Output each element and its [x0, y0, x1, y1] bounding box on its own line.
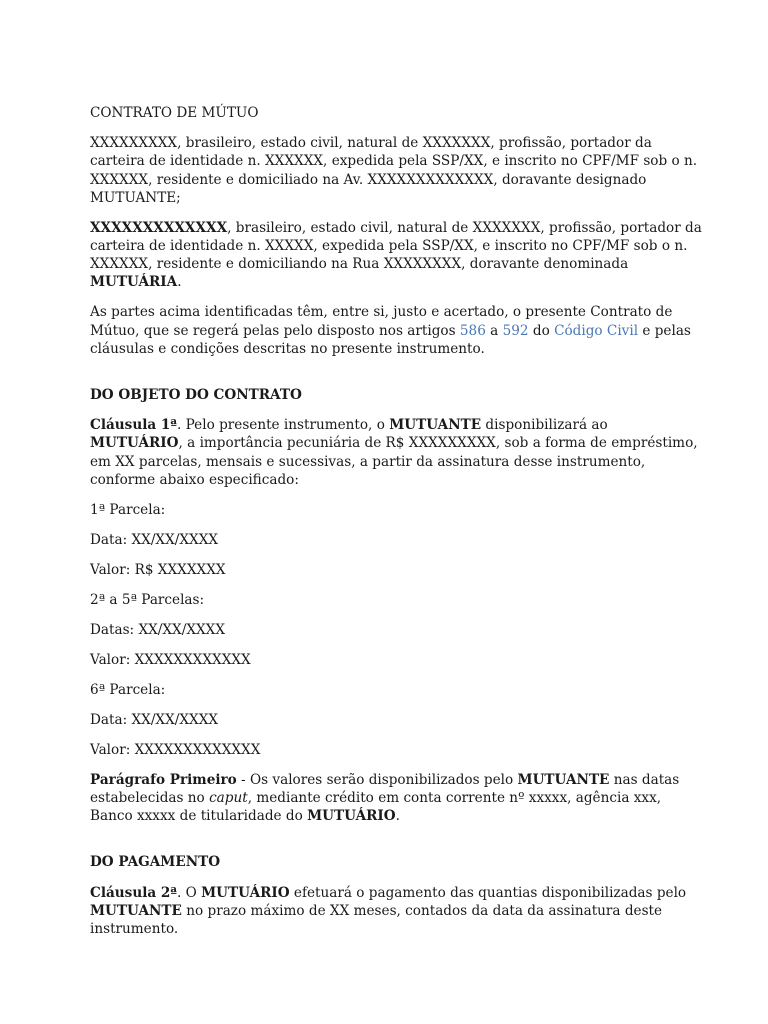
clausula2-text-3: no prazo máximo de XX meses, contados da data da assinatura deste instrumento.	[90, 902, 663, 938]
clausula1-paragraph	[90, 416, 702, 489]
parcela-line: Valor: XXXXXXXXXXXX	[90, 651, 251, 668]
parcela-line: Data: XX/XX/XXXX	[90, 711, 219, 728]
clausula2-text-2: efetuará o pagamento das quantias disponibilizadas pelo	[289, 884, 687, 901]
party2-role: MUTUÁRIA	[90, 274, 178, 291]
paragrafo1-label: Parágrafo Primeiro	[90, 771, 237, 788]
paragrafo1-mutuante: MUTUANTE	[517, 771, 610, 788]
parcela-line: Datas: XX/XX/XXXX	[90, 621, 226, 638]
paragrafo1-text-2: nas datas estabelecidas no	[90, 771, 680, 807]
party2-text: , brasileiro, estado civil, natural de XXXXXXX, profissão, portador da carteira de identidade n. XXXXX, expedida pela SSP/XX, e inscrito no CPF/MF sob o n. XXXXXX, residente e domiciliando na Rua XXXXXXXX, doravante denominada	[90, 219, 702, 273]
party1-name: XXXXXXXXX	[90, 135, 178, 152]
party2-name: XXXXXXXXXXXXX	[90, 219, 228, 236]
clausula2-mutuario: MUTUÁRIO	[201, 884, 290, 901]
intro-text-2: a	[485, 322, 503, 339]
parcela-line: Valor: XXXXXXXXXXXXX	[90, 741, 261, 758]
paragrafo1-end: .	[395, 808, 400, 825]
clausula1-text-2: disponibilizará ao	[481, 417, 608, 434]
party1-paragraph	[90, 134, 702, 207]
parcela-line: 2ª a 5ª Parcelas:	[90, 591, 205, 608]
intro-text-3: do	[528, 322, 555, 339]
clausula1-mutuante: MUTUANTE	[389, 417, 482, 434]
paragrafo1-mutuario: MUTUÁRIO	[307, 808, 396, 825]
party1-text: , brasileiro, estado civil, natural de XXXXXXX, profissão, portador da carteira de identidade n. XXXXXX, expedida pela SSP/XX, e inscrito no CPF/MF sob o n. XXXXXX, residente e domiciliado na Av. XXXXXXXXXXXXX, doravante designado MUTUANTE;	[90, 135, 698, 206]
clausula1-text-3: , a importância pecuniária de R$ XXXXXXXXX, sob a forma de empréstimo, em XX parcelas, mensais e sucessivas, a partir da assinatura desse instrumento, conforme abaixo especificado:	[90, 435, 698, 488]
section-heading-objeto: DO OBJETO DO CONTRATO	[90, 387, 302, 404]
clausula2-paragraph	[90, 884, 702, 939]
clausula1-label: Cláusula 1ª	[90, 417, 177, 434]
document-title: CONTRATO DE MÚTUO	[90, 105, 259, 121]
clausula2-label: Cláusula 2ª	[90, 884, 177, 901]
section-heading-pagamento: DO PAGAMENTO	[90, 854, 221, 871]
party2-paragraph	[90, 219, 702, 292]
intro-text-4: e pelas cláusulas e condições descritas no presente instrumento.	[90, 322, 691, 357]
clausula2-text-1: . O	[177, 884, 202, 901]
paragrafo1-caput: caput	[209, 790, 248, 807]
parcela-line: 6ª Parcela:	[90, 681, 166, 698]
clausula1-text-1: . Pelo presente instrumento, o	[177, 417, 390, 434]
paragrafo1-text-3: , mediante crédito em conta corrente nº xxxxx, agência xxx, Banco xxxxx de titularidade do	[90, 790, 662, 825]
intro-text-1: As partes acima identificadas têm, entre si, justo e acertado, o presente Contrato de Mútuo, que se regerá pelas pelo disposto nos artigos	[90, 304, 673, 339]
link-article-586[interactable]: 586	[459, 322, 486, 339]
parcela-line: Data: XX/XX/XXXX	[90, 531, 219, 548]
parcela-line: Valor: R$ XXXXXXX	[90, 561, 226, 578]
party2-end: .	[177, 274, 182, 291]
link-article-592[interactable]: 592	[502, 322, 529, 339]
paragrafo1-text-1: - Os valores serão disponibilizados pelo	[236, 771, 518, 788]
clausula2-mutuante: MUTUANTE	[90, 902, 182, 919]
clausula1-mutuario: MUTUÁRIO	[90, 435, 179, 452]
intro-paragraph	[90, 303, 702, 358]
paragrafo1-paragraph	[90, 771, 702, 826]
parcela-line: 1ª Parcela:	[90, 501, 166, 518]
link-codigo-civil[interactable]: Código Civil	[554, 322, 639, 339]
